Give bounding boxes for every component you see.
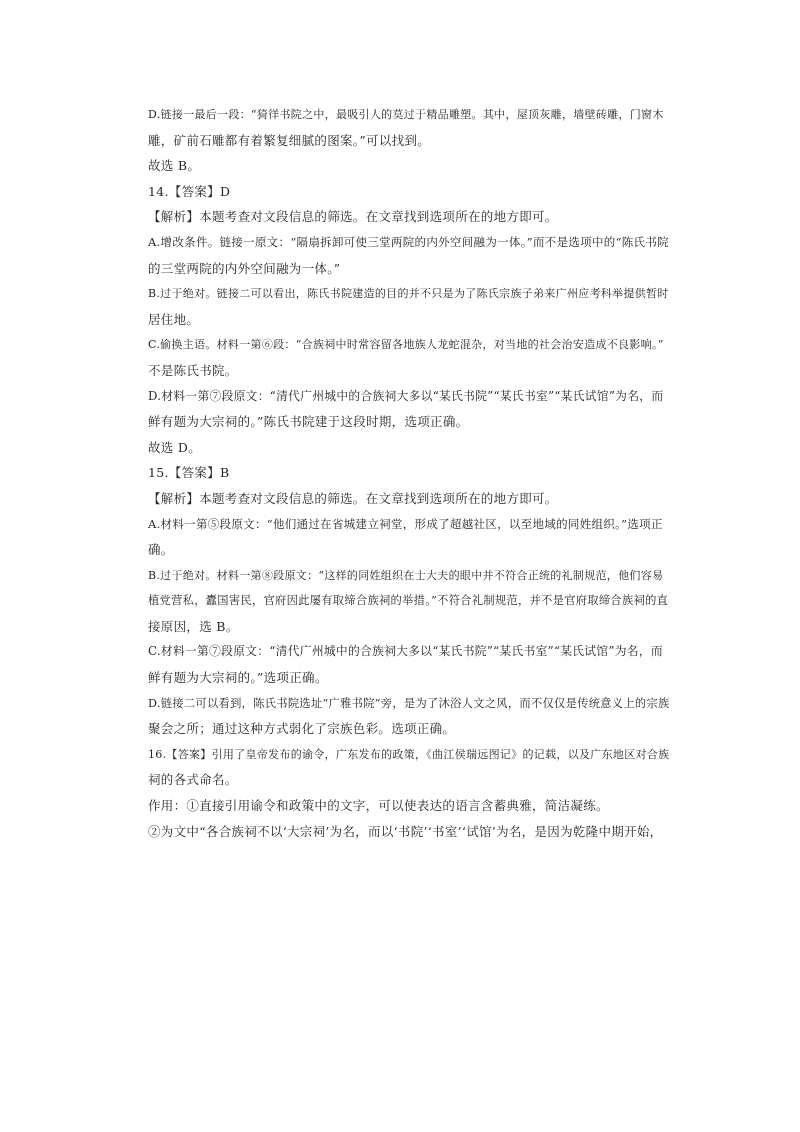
text-line-content: 16.【答案】引用了皇帝发布的谕令，广东发布的政策，《曲江侯瑞远图记》的记载，以及广东地区对合族 [148, 747, 670, 761]
question-15-analysis: 【解析】本题考查对文段信息的筛选。在文章找到选项所在的地方即可。 [148, 490, 558, 506]
text-line [148, 102, 670, 128]
text-line: 确。 [148, 542, 174, 558]
text-line-content: 植党营私，蠹国害民，官府因此屡有取缔合族祠的举措。”不符合礼制规范，并不是官府取缔合族祠的直 [148, 594, 669, 608]
text-line-content: D.链接二可以看到，陈氏书院选址“广雅书院”旁，是为了沐浴人文之风，而不仅仅是传统意义上的宗族 [148, 696, 670, 710]
text-line: 祠的各式命名。 [148, 772, 238, 788]
text-line [148, 639, 670, 665]
text-line: 接原因，选 B。 [148, 618, 239, 634]
text-line: 故选 D。 [148, 439, 201, 455]
text-line [148, 588, 670, 614]
answer-explanation-text [148, 102, 670, 844]
text-line [148, 384, 670, 410]
question-14-analysis: 【解析】本题考查对文段信息的筛选。在文章找到选项所在的地方即可。 [148, 209, 558, 225]
text-line-content: B.过于绝对。材料一第⑧段原文：“这样的同姓组织在士大夫的眼中并不符合正统的礼制规范，他们容易 [148, 568, 664, 582]
text-line: 鲜有题为大宗祠的。”陈氏书院建于这段时期，选项正确。 [148, 414, 469, 430]
text-line: 不是陈氏书院。 [148, 362, 238, 378]
text-line [148, 563, 670, 589]
text-line: 作用：①直接引用谕令和政策中的文字，可以使表达的语言含蓄典雅，简洁凝练。 [148, 798, 609, 814]
question-16-answer [148, 742, 670, 768]
question-15-answer: 15.【答案】B [148, 465, 230, 481]
text-line [148, 691, 670, 717]
text-line: ②为文中“各合族祠不以‘大宗祠’为名，而以‘书院’‘书室’‘试馆’为名，是因为乾隆中期开始， [148, 823, 663, 839]
text-line [148, 281, 670, 307]
question-14-answer: 14.【答案】D [148, 183, 231, 199]
text-line: 的三堂两院的内外空间融为一体。” [148, 260, 341, 276]
text-line-content: D.材料一第⑦段原文：“清代广州城中的合族祠大多以“某氏书院”“某氏书室”“某氏试馆”为名，而 [148, 388, 664, 403]
text-line-content: B.过于绝对。链接二可以看出，陈氏书院建造的目的并不只是为了陈氏宗族子弟来广州应考科举提供暂时 [148, 287, 669, 301]
text-line [148, 230, 670, 256]
text-line-content: A.材料一第⑤段原文：“他们通过在省城建立祠堂，形成了超越社区，以至地域的同姓组织。”选项正 [148, 516, 663, 531]
text-line-content: A.增改条件。链接一原文：“隔扇拆卸可使三堂两院的内外空间融为一体。”而不是选项中的“陈氏书院 [148, 234, 669, 249]
text-line [148, 332, 670, 358]
text-line-content: C.偷换主语。材料一第⑥段：“合族祠中时常容留各地族人龙蛇混杂，对当地的社会治安造成不良影响。” [148, 338, 664, 352]
text-line: 居住地。 [148, 311, 200, 327]
text-line: 聚会之所；通过这种方式弱化了宗族色彩。选项正确。 [148, 721, 456, 737]
text-line [148, 512, 670, 538]
text-line: 雕，矿前石雕都有着繁复细腻的图案。”可以找到。 [148, 132, 431, 148]
text-line: 故选 B。 [148, 158, 201, 174]
text-line: 鲜有题为大宗祠的。”选项正确。 [148, 670, 328, 686]
text-line-content: C.材料一第⑦段原文：“清代广州城中的合族祠大多以“某氏书院”“某氏书室”“某氏试馆”为名，而 [148, 644, 663, 659]
text-line-content: D.链接一最后一段：“猗徉书院之中，最吸引人的莫过于精品雕塑。其中，屋顶灰雕，墙壁砖雕，门窗木 [148, 108, 664, 121]
